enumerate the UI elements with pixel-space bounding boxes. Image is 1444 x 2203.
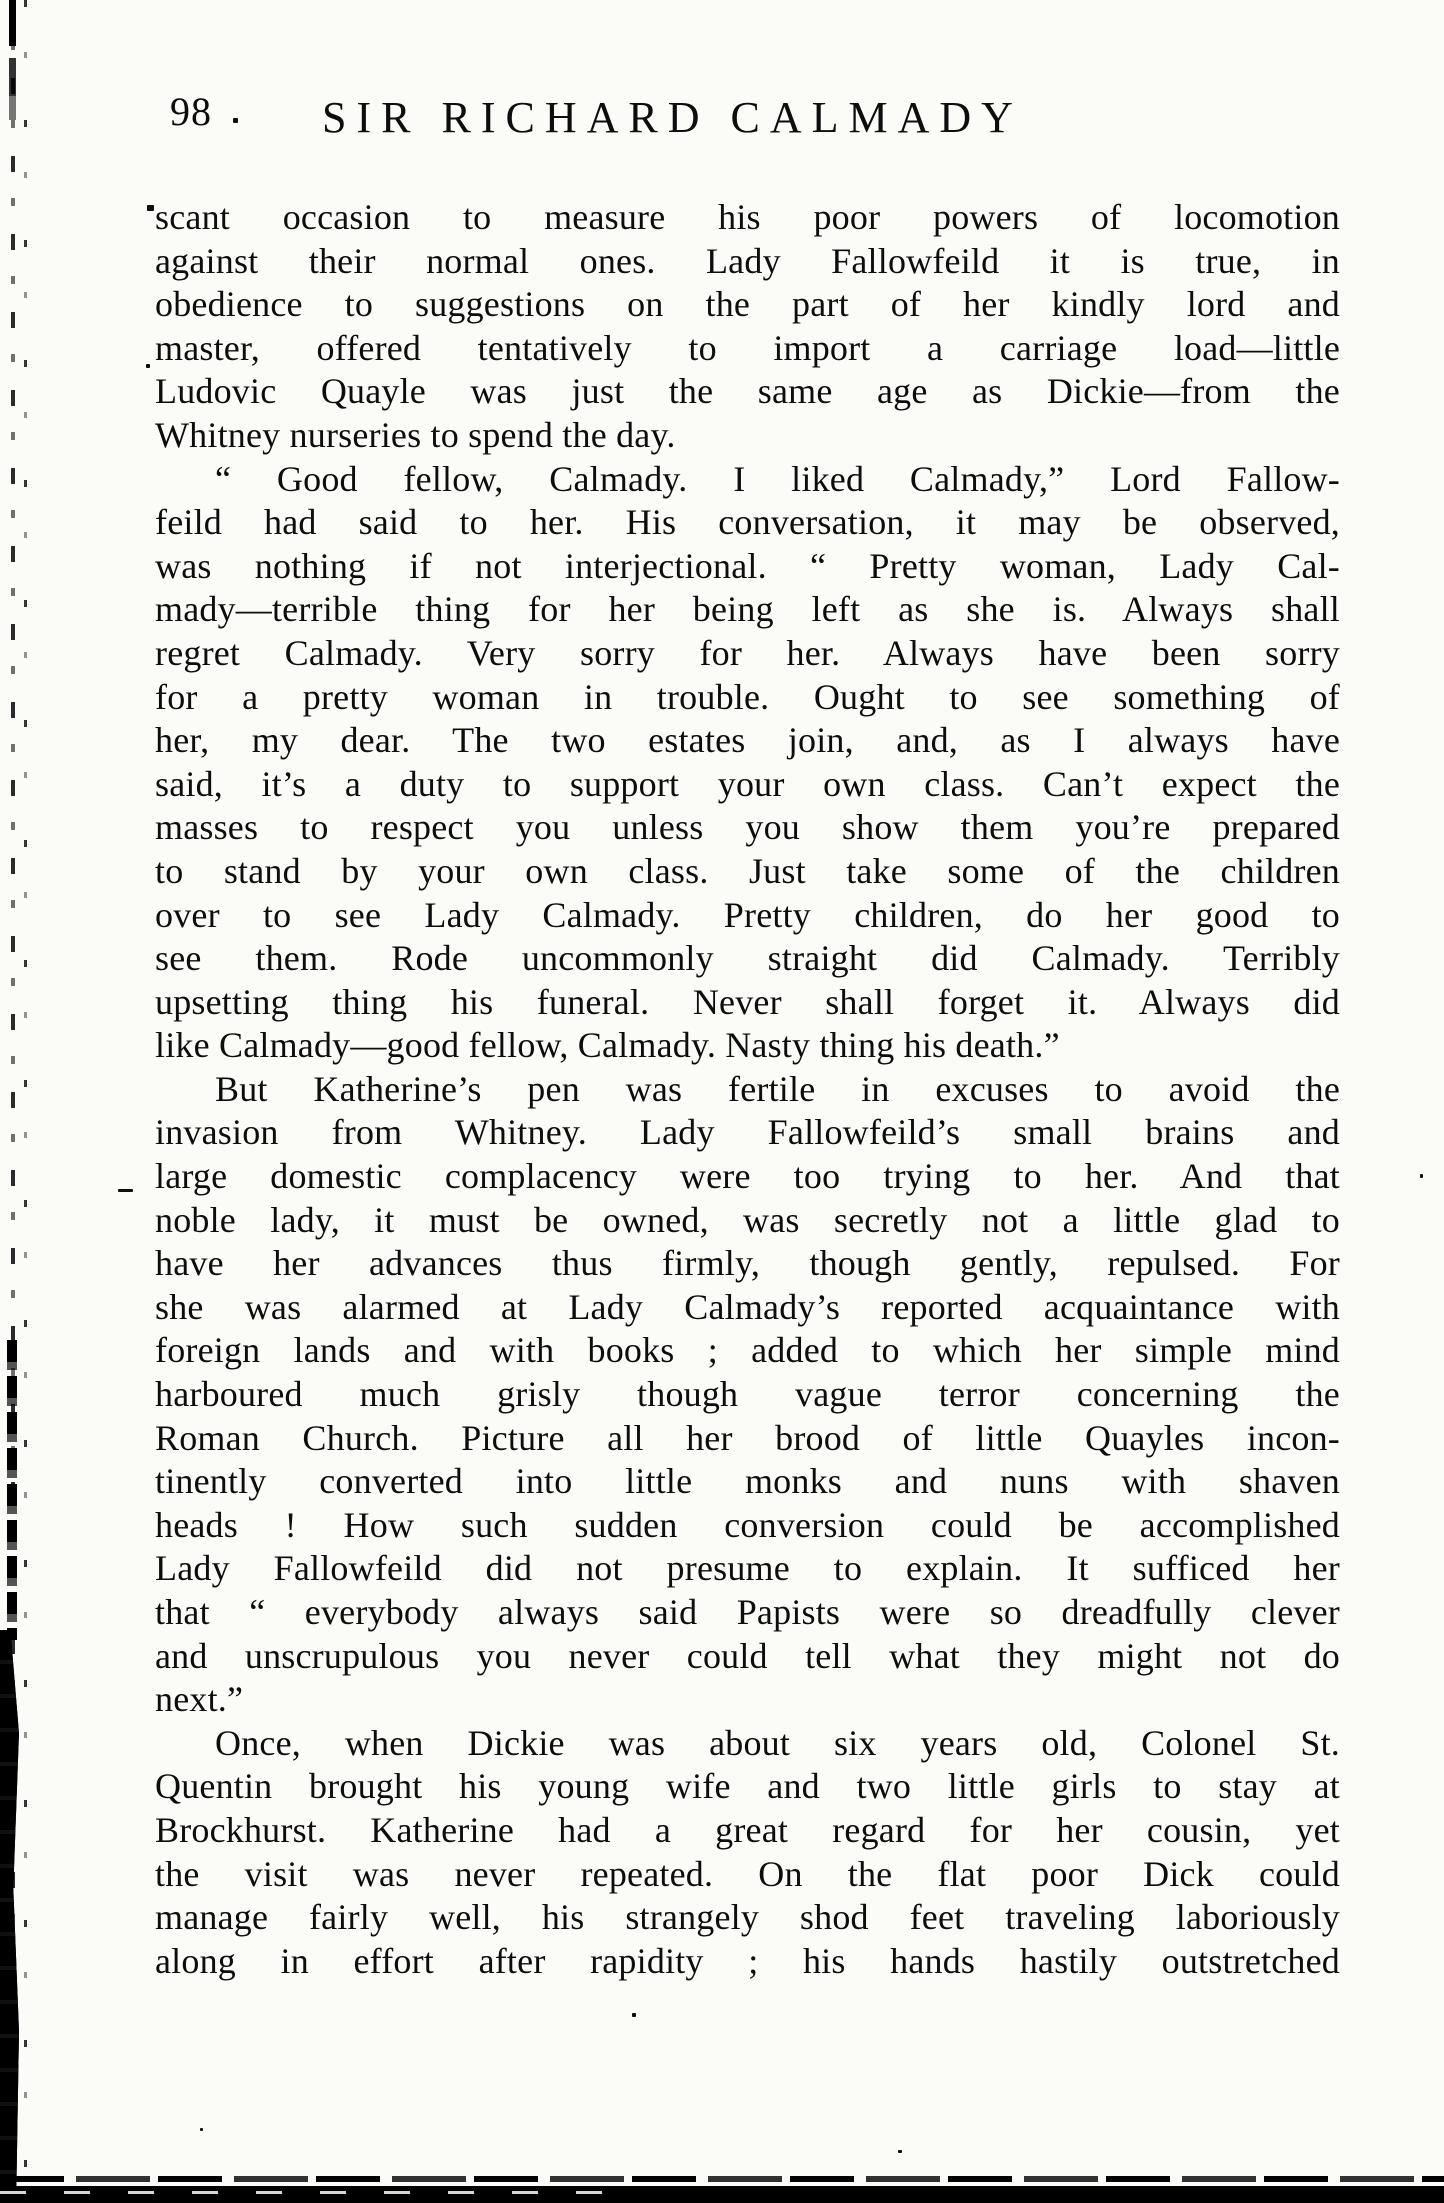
text-line: against their normal ones. Lady Fallowfeild it is true, in — [155, 240, 1340, 281]
text-line: that “ everybody always said Papists were so dreadfully clever — [155, 1592, 1340, 1632]
text-line: Quentin brought his young wife and two little girls to stay at — [155, 1766, 1340, 1807]
text-line: tinently converted into little monks and nuns with shaven — [155, 1461, 1340, 1502]
running-title: SIR RICHARD CALMADY — [322, 93, 1023, 142]
body-text — [155, 196, 1340, 1983]
text-line: invasion from Whitney. Lady Fallowfeild’s small brains and — [155, 1112, 1340, 1153]
text-line: have her advances thus firmly, though gently, repulsed. For — [155, 1243, 1340, 1284]
text-line: But Katherine’s pen was fertile in excuses to avoid the — [215, 1068, 1340, 1109]
text-line: Lady Fallowfeild did not presume to explain. It sufficed her — [155, 1548, 1340, 1589]
scan-speck — [118, 1189, 133, 1192]
scan-speck — [233, 118, 238, 123]
text-line: scant occasion to measure his poor powers of locomotion — [155, 197, 1340, 237]
text-line: for a pretty woman in trouble. Ought to see something of — [155, 676, 1340, 717]
text-line: “ Good fellow, Calmady. I liked Calmady,” Lord Fallow- — [215, 458, 1340, 499]
text-line: feild had said to her. His conversation, it may be observed, — [155, 502, 1340, 543]
scan-artifact-bottom-thick-band — [0, 2186, 1444, 2203]
text-line: was nothing if not interjectional. “ Pretty woman, Lady Cal- — [155, 545, 1340, 586]
page-number: 98 — [170, 89, 212, 134]
scan-speck — [632, 2013, 636, 2017]
text-line: masses to respect you unless you show them you’re prepared — [155, 807, 1340, 848]
text-line: Ludovic Quayle was just the same age as Dickie—from the — [155, 371, 1340, 412]
text-line: the visit was never repeated. On the flat poor Dick could — [155, 1853, 1340, 1894]
text-line: large domestic complacency were too trying to her. And that — [155, 1156, 1340, 1197]
text-line: heads ! How such sudden conversion could be accomplished — [155, 1504, 1340, 1545]
text-line: see them. Rode uncommonly straight did Calmady. Terribly — [155, 938, 1340, 979]
scan-speck — [147, 205, 154, 211]
scan-artifact-bottom-band-gap — [0, 2191, 640, 2194]
text-line: said, it’s a duty to support your own class. Can’t expect the — [155, 763, 1340, 804]
text-line: she was alarmed at Lady Calmady’s reported acquaintance with — [155, 1286, 1340, 1327]
text-line: like Calmady—good fellow, Calmady. Nasty thing his death.” — [155, 1025, 1060, 1066]
text-line: regret Calmady. Very sorry for her. Always have been sorry — [155, 632, 1340, 673]
text-line: manage fairly well, his strangely shod feet traveling laboriously — [155, 1897, 1340, 1938]
text-line: Once, when Dickie was about six years old, Colonel St. — [215, 1722, 1340, 1763]
text-line: noble lady, it must be owned, was secretly not a little glad to — [155, 1199, 1340, 1240]
text-line: harboured much grisly though vague terror concerning the — [155, 1374, 1340, 1415]
scan-artifact-left-mid-streak — [7, 1340, 17, 1640]
scan-artifact-top-left-blob — [9, 0, 16, 120]
text-line: next.” — [155, 1679, 244, 1720]
scan-artifact-bottom-thin-band — [0, 2176, 1444, 2182]
text-line: over to see Lady Calmady. Pretty children, do her good to — [155, 894, 1340, 935]
text-line: obedience to suggestions on the part of her kindly lord and — [155, 284, 1340, 325]
text-line: foreign lands and with books ; added to which her simple mind — [155, 1330, 1340, 1371]
text-line: master, offered tentatively to import a carriage load—little — [155, 327, 1340, 368]
scan-artifact-left-dense-band — [0, 1630, 19, 2203]
text-line: her, my dear. The two estates join, and, as I always have — [155, 720, 1340, 761]
scan-artifact-left-binding-line-2 — [24, 0, 27, 2203]
text-line: along in effort after rapidity ; his hands hastily outstretched — [155, 1940, 1340, 1981]
text-line: and unscrupulous you never could tell what they might not do — [155, 1635, 1340, 1676]
scan-speck — [1420, 1174, 1423, 1178]
text-line: mady—terrible thing for her being left as she is. Always shall — [155, 589, 1340, 630]
text-line: Whitney nurseries to spend the day. — [155, 414, 676, 455]
scan-speck — [898, 2150, 902, 2153]
scan-speck — [200, 2128, 203, 2131]
text-line: to stand by your own class. Just take some of the children — [155, 850, 1340, 891]
text-line: Brockhurst. Katherine had a great regard for her cousin, yet — [155, 1809, 1340, 1850]
text-line: upsetting thing his funeral. Never shall forget it. Always did — [155, 981, 1340, 1022]
text-line: Roman Church. Picture all her brood of little Quayles incon- — [155, 1417, 1340, 1458]
scan-speck — [146, 364, 150, 368]
